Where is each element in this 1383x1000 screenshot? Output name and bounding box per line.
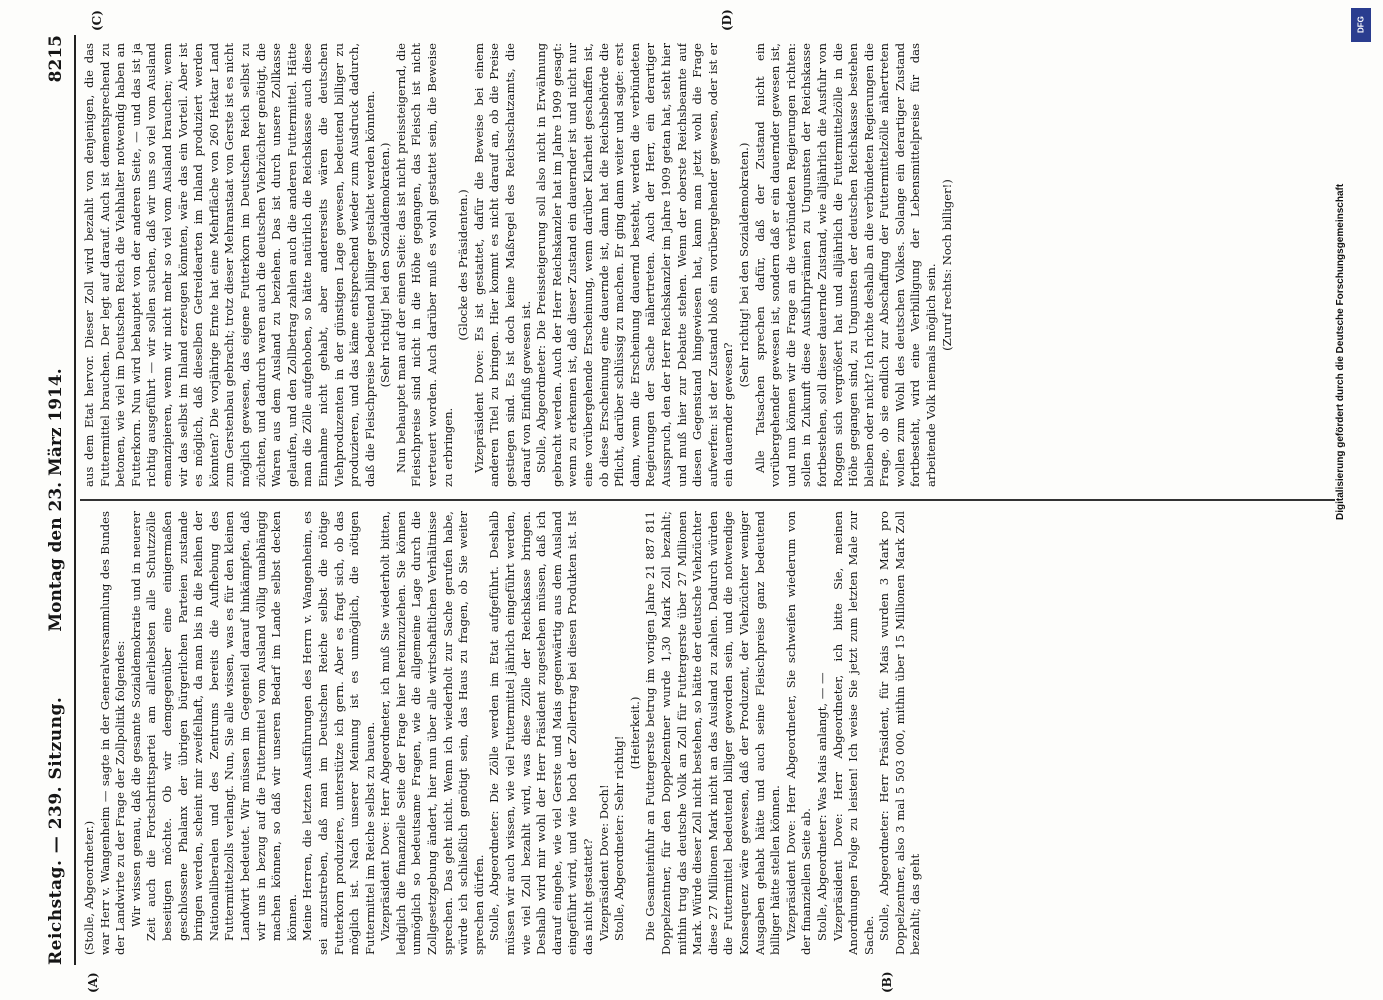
header-rule [74,35,76,965]
header-date: Montag den 23. März 1914. [46,368,66,632]
paragraph: Vizepräsident Dove: Es ist gestattet, dafür die Beweise bei einem anderen Titel zu bringen. Hier kommt es nicht darauf an, ob die Preise gestiegen sind. Es ist doch keine Maßregel des Reichsschatzamts, die darauf von Einfluß gewesen ist. [471,43,533,487]
paragraph: Meine Herren, die letzten Ausführungen des Herrn v. Wangenheim, es sei anzustreben, daß man im Deutschen Reiche selbst die nötige Futterkorn produziere, unterstütze ich gern. Aber es fragt sich, ob das möglich ist. Nach unserer Meinung ist es unmöglich, die nötigen Futtermittel im Reiche selbst zu bauen. [300,511,377,955]
interjection: (Zuruf rechts: Noch billiger!) [939,179,954,351]
paragraph: Vizepräsident Dove: Herr Abgeordneter, Sie schweifen wiederum von der finanziellen Seite ab. [783,511,814,955]
paragraph: Stolle, Abgeordneter: Was Mais anlangt, — — [814,672,829,941]
interjection: (Heiterkeit.) [627,696,642,770]
page-number: 8215 [46,35,66,83]
paragraph: Vizepräsident Dove: Herr Abgeordneter, ich muß Sie wiederholt bitten, lediglich die finanzielle Seite der Frage hier hereinzuziehen. Sie können unmöglich so bedeutsame Fragen, wie die allgemeine Lage durch die Zollgesetzgebung ändert, hier nun über alle wirtschaftlichen Verhältnisse sprechen. Das geht nicht. Wenn ich wiederholt zur Sache gerufen habe, würde ich schließlich genötigt sein, das Haus zu fragen, ob Sie weiter sprechen dürfen. [378,511,486,955]
interjection: (Sehr richtig! bei den Sozialdemokraten.) [378,142,393,388]
page-header [40,35,74,965]
running-head: (Stolle, Abgeordneter.) [82,820,96,955]
digitization-credit: Digitalisierung gefördert durch die Deutsche Forschungsgemeinschaft [1335,183,1346,520]
column-divider [80,499,1335,501]
margin-marker-a: (A) [86,972,100,993]
header-left: Reichstag. — 239. Sitzung. [46,696,66,965]
left-column [82,511,1332,955]
page-content [40,9,1340,993]
paragraph: Alle Tatsachen sprechen dafür, daß der Zustand nicht ein vorübergehender gewesen ist, sondern daß er ein dauernder gewesen ist, und nun können wir die Frage an die verbündeten Regierungen richten: sollen in Zukunft diese Ausfuhrprämien zu Ungunsten der Reichskasse fortbestehen, soll dieser dauernde Zustand, wie alljährlich die Ausfuhr von Roggen sich vergrößert hat und alljährlich die Futtermittelzölle in die Höhe gegangen sind, zu Ungunsten der deutschen Reichskasse bestehen bleiben oder nicht? Ich richte deshalb an die verbündeten Regierungen die Frage, ob sie endlich zur Abschaffung der Futtermittelzölle nähertreten wollen zum Wohl des deutschen Volkes. Solange ein derartiger Zustand fortbesteht, wird eine Verbilligung der Lebensmittelpreise für das arbeitende Volk niemals möglich sein. [752,43,939,487]
margin-marker-d: (D) [720,9,734,31]
paragraph: Stolle, Abgeordneter: Sehr richtig! [612,735,627,941]
paragraph: Stolle, Abgeordneter: Die Preissteigerung soll also nicht in Erwähnung gebracht werden. Auch der Herr Reichskanzler hat im Jahre 1909 gesagt: wenn zu erkennen ist, daß dieser Zustand ein dauernder ist und nicht nur eine vorübergehende Erscheinung, wenn darüber Klarheit geschaffen ist, ob diese Erscheinung eine dauernde ist, dann hat die Reichsbehörde die Pflicht, darüber schlüssig zu machen. Er ging dann weiter und sagte: erst dann, wenn die Erscheinung dauernd besteht, werden die verbündeten Regierungen der Sache nähertreten. Auch der Herr, ein derartiger Ausspruch, den der Herr Reichskanzler im Jahre 1909 getan hat, steht hier und muß hier zur Debatte stehen. Wenn der oberste Reichsbeamte auf diesen Gegenstand hingewiesen hat, kann man jetzt wohl die Frage aufwerfen: ist der Zustand bloß ein vorübergehender gewesen, oder ist er ein dauernder gewesen? [534,43,736,487]
dfg-logo: DFG [1351,8,1371,42]
quote-paragraph: Wir wissen genau, daß die gesamte Sozialdemokratie und in neuerer Zeit auch die Fortschrittspartei am allerliebsten alle Schutzzölle beseitigen möchte. Ob wir demgegenüber eine einigermaßen geschlossene Phalanx der übrigen bürgerlichen Parteien zustande bringen werden, scheint mir zweifelhaft, da man bis in die Reihen der Nationalliberalen und des Zentrums bereits die Aufhebung des Futtermittelzolls verlangt. Nun, Sie alle wissen, was es für den kleinen Landwirt bedeutet. Wir müssen im Gegenteil darauf hinkämpfen, daß wir uns in bezug auf die Futtermittel vom Ausland völlig unabhängig machen können, so daß wir unseren Bedarf im Lande selbst decken können. [128,511,299,941]
paragraph: Stolle, Abgeordneter: Herr Präsident, für Mais wurden 3 Mark pro Doppelzentner, also 3 mal 5 503 000, mithin über 15 Millionen Mark Zoll bezahlt; das geht [877,511,923,955]
paragraph: Stolle, Abgeordneter: Die Zölle werden im Etat aufgeführt. Deshalb müssen wir auch wissen, wie viel Futtermittel jährlich eingeführt werden, wie viel Zoll bezahlt wird, was diese Zölle der Reichskasse bringen. Deshalb wird mir wohl der Herr Präsident zugestehen müssen, daß ich darauf eingehe, wie viel Gerste und Mais gegenwärtig aus dem Ausland eingeführt wird, und wie hoch der Zollertrag bei diesen Produkten ist. Ist das nicht gestattet? [487,511,595,955]
interjection: (Sehr richtig! bei den Sozialdemokraten.) [736,142,751,388]
paragraph: Nun behauptet man auf der einen Seite: das ist nicht preissteigernd, die Fleischpreise sind nicht in die Höhe gegangen, das Fleisch ist nicht verteuert worden. Auch darüber muß es wohl gestattet sein, die Beweise zu erbringen. [393,43,455,487]
paragraph: war Herr v. Wangenheim — sagte in der Generalversammlung des Bundes der Landwirte zu der Frage der Zollpolitik folgendes: [97,511,128,955]
paragraph: Vizepräsident Dove: Herr Abgeordneter, ich bitte Sie, meinen Anordnungen Folge zu leisten! Ich weise Sie jetzt zum letzten Male zur Sache. [830,511,876,955]
interjection: (Glocke des Präsidenten.) [456,189,471,341]
paragraph: aus dem Etat hervor. Dieser Zoll wird bezahlt von denjenigen, die das Futtermittel brauchen. Der legt auf darauf. Auch ist dementsprechend zu betonen, wie viel im Deutschen Reich die Viehhalter notwendig haben an Futterkorn. Nun wird behauptet von der anderen Seite, — und das ist ja richtig ausgeführt — wir sollen suchen, daß wir uns so viel vom Ausland emanzipieren, wenn wir nicht mehr so viel vom Ausland brauchen; wenn wir das selbst im Inland erzeugen könnten, wäre das ein Vorteil. Aber ist es möglich, daß dieselben Getreidearten im Inland produziert werden könnten? Die vorjährige Ernte hat eine Mehrfläche von 260 Hektar Land zum Gerstenbau gebracht; trotz dieser Mehranstaat von Gerste ist es nicht möglich gewesen, das eigene Futterkorn im Deutschen Reich selbst zu züchten, und dadurch waren auch die deutschen Viehzüchter genötigt, die Waren aus dem Ausland zu beziehen. Das ist durch unsere Zollkasse gelaufen, und den Zollbetrag zahlen auch die anderen Futtermittel. Hätte man die Zölle aufgehoben, so hätte natürlich die Reichskasse auch diese Einnahme nicht gehabt, aber andererseits wären die deutschen Viehproduzenten in der günstigen Lage gewesen, bedeutend billiger zu produzieren, und das käme entsprechend wieder zum Ausdruck dadurch, daß die Fleischpreise bedeutend billiger gestaltet werden könnten. [82,43,377,487]
margin-marker-c: (C) [90,10,104,31]
right-column [82,43,1332,487]
paragraph: Vizepräsident Dove: Doch! [596,784,611,941]
margin-marker-b: (B) [880,971,894,993]
paragraph: Die Gesamteinfuhr an Futtergerste betrug im vorigen Jahre 21 887 811 Doppelzentner, für den Doppelzentner wurde 1,30 Mark Zoll bezahlt; mithin trug das deutsche Volk an Zoll für Futtergerste über 27 Millionen Mark. Würde dieser Zoll nicht bestehen, so hätte der deutsche Viehzüchter diese 27 Millionen Mark nicht an das Ausland zu zahlen. Dadurch würden die Futtermittel bedeutend billiger geworden sein, und die notwendige Konsequenz wäre gewesen, daß der Produzent, der Viehzüchter weniger Ausgaben gehabt hätte und auch seine Fleischpreise ganz bedeutend billiger hätte stellen können. [643,511,783,955]
